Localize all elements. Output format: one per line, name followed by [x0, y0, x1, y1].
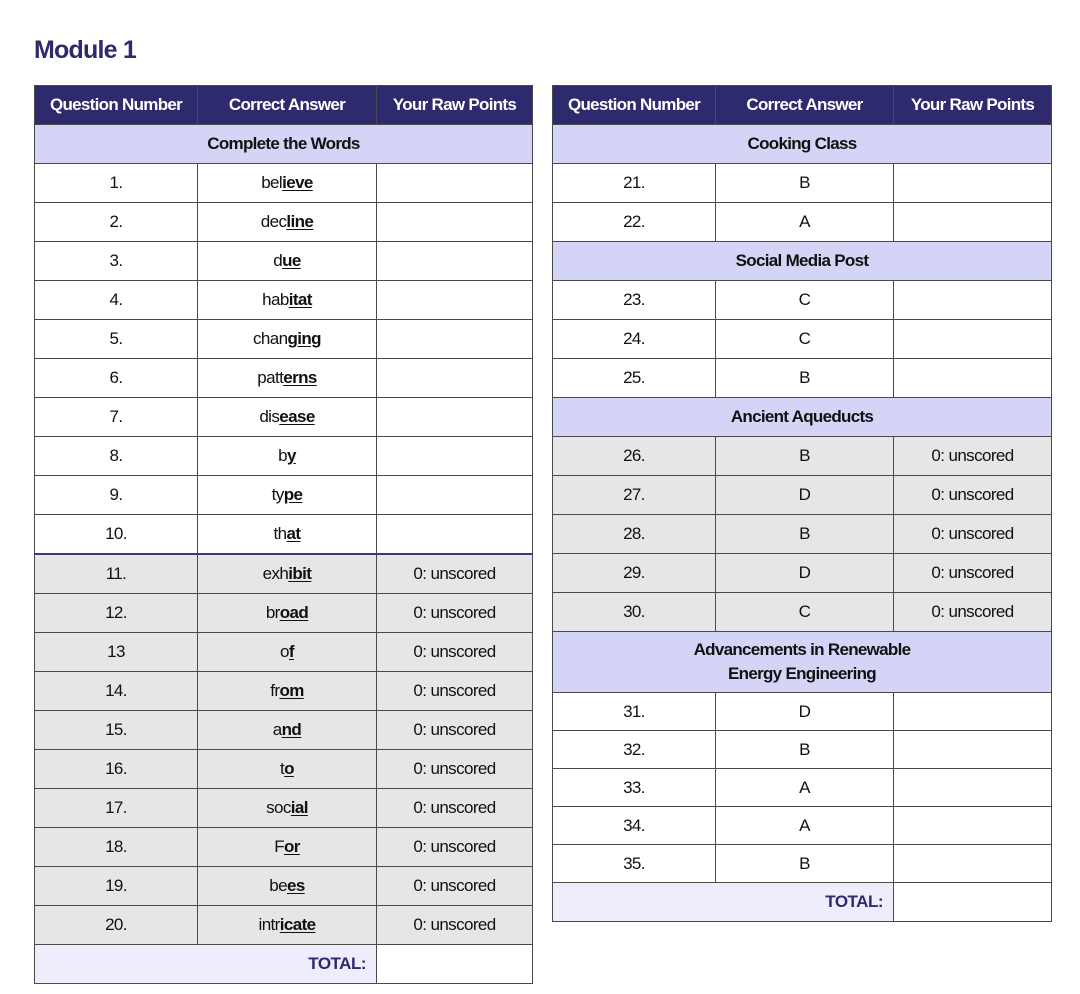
correct-answer	[198, 554, 377, 594]
correct-answer	[198, 672, 377, 711]
correct-answer	[198, 750, 377, 789]
table-row	[553, 515, 1052, 554]
correct-answer: B	[716, 845, 894, 883]
answer-prefix: d	[273, 251, 283, 270]
total-label: TOTAL:	[553, 883, 894, 922]
answer-completion: icate	[279, 915, 316, 934]
raw-points-cell[interactable]	[894, 807, 1052, 845]
raw-points-cell: 0: unscored	[894, 476, 1052, 515]
correct-answer: B	[716, 731, 894, 769]
table-row	[553, 731, 1052, 769]
raw-points-cell[interactable]	[377, 437, 533, 476]
question-number: 32.	[553, 731, 716, 769]
table-row	[553, 693, 1052, 731]
raw-points-cell: 0: unscored	[377, 711, 533, 750]
table-row	[553, 320, 1052, 359]
total-row	[35, 945, 533, 984]
question-number: 35.	[553, 845, 716, 883]
answer-completion: ging	[287, 329, 321, 348]
table-row	[553, 437, 1052, 476]
answer-completion: f	[288, 642, 294, 661]
total-row	[553, 883, 1052, 922]
correct-answer: D	[716, 693, 894, 731]
question-number: 29.	[553, 554, 716, 593]
question-number: 21.	[553, 164, 716, 203]
total-points-cell[interactable]	[894, 883, 1052, 922]
section-title: Cooking Class	[553, 125, 1052, 164]
correct-answer	[198, 203, 377, 242]
table-row	[35, 359, 533, 398]
answer-completion: oad	[279, 603, 309, 622]
correct-answer: D	[716, 554, 894, 593]
correct-answer	[198, 594, 377, 633]
answer-prefix: bel	[261, 173, 283, 192]
section-title-line: Energy Engineering	[728, 664, 876, 683]
correct-answer: C	[716, 281, 894, 320]
question-number: 11.	[35, 554, 198, 594]
raw-points-cell[interactable]	[894, 731, 1052, 769]
question-number: 17.	[35, 789, 198, 828]
table-row	[553, 203, 1052, 242]
table-row	[553, 164, 1052, 203]
section-row	[553, 398, 1052, 437]
table-row	[35, 164, 533, 203]
header-raw-points: Your Raw Points	[377, 86, 533, 125]
table-row	[553, 554, 1052, 593]
table-row	[553, 769, 1052, 807]
raw-points-cell[interactable]	[377, 164, 533, 203]
table-row	[553, 281, 1052, 320]
table-row	[553, 359, 1052, 398]
table-row	[35, 437, 533, 476]
question-number: 22.	[553, 203, 716, 242]
answer-prefix: hab	[262, 290, 289, 309]
question-number: 19.	[35, 867, 198, 906]
header-question-number: Question Number	[553, 86, 716, 125]
table-row	[35, 828, 533, 867]
raw-points-cell[interactable]	[377, 359, 533, 398]
question-number: 18.	[35, 828, 198, 867]
answer-completion: pe	[283, 485, 303, 504]
correct-answer	[198, 515, 377, 555]
raw-points-cell[interactable]	[894, 320, 1052, 359]
question-number: 31.	[553, 693, 716, 731]
raw-points-cell: 0: unscored	[377, 828, 533, 867]
table-row	[35, 867, 533, 906]
section-row	[553, 125, 1052, 164]
raw-points-cell: 0: unscored	[377, 750, 533, 789]
total-points-cell[interactable]	[377, 945, 533, 984]
raw-points-cell: 0: unscored	[894, 437, 1052, 476]
question-number: 34.	[553, 807, 716, 845]
section-title: Complete the Words	[35, 125, 533, 164]
question-number: 23.	[553, 281, 716, 320]
header-row	[35, 86, 533, 125]
raw-points-cell: 0: unscored	[377, 594, 533, 633]
header-row	[553, 86, 1052, 125]
correct-answer	[198, 242, 377, 281]
raw-points-cell[interactable]	[894, 769, 1052, 807]
raw-points-cell[interactable]	[377, 242, 533, 281]
question-number: 20.	[35, 906, 198, 945]
answer-table-right	[552, 85, 1052, 922]
answer-prefix: th	[273, 524, 287, 543]
question-number: 6.	[35, 359, 198, 398]
correct-answer	[198, 633, 377, 672]
correct-answer	[198, 281, 377, 320]
question-number: 13	[35, 633, 198, 672]
answer-completion: line	[286, 212, 314, 231]
question-number: 27.	[553, 476, 716, 515]
raw-points-cell[interactable]	[377, 281, 533, 320]
question-number: 8.	[35, 437, 198, 476]
raw-points-cell: 0: unscored	[894, 593, 1052, 632]
answer-prefix: ty	[271, 485, 284, 504]
raw-points-cell: 0: unscored	[377, 906, 533, 945]
question-number: 30.	[553, 593, 716, 632]
question-number: 16.	[35, 750, 198, 789]
answer-prefix: b	[278, 446, 287, 465]
answer-completion: itat	[288, 290, 312, 309]
section-title: Social Media Post	[553, 242, 1052, 281]
answer-prefix: a	[272, 720, 282, 739]
question-number: 2.	[35, 203, 198, 242]
answer-completion: y	[287, 446, 296, 465]
raw-points-cell: 0: unscored	[377, 789, 533, 828]
answer-prefix: F	[274, 837, 284, 856]
table-row	[35, 672, 533, 711]
answer-completion: ial	[290, 798, 308, 817]
question-number: 9.	[35, 476, 198, 515]
raw-points-cell[interactable]	[894, 203, 1052, 242]
correct-answer: B	[716, 515, 894, 554]
section-title	[553, 632, 1052, 693]
raw-points-cell: 0: unscored	[377, 672, 533, 711]
raw-points-cell[interactable]	[894, 693, 1052, 731]
table-row	[35, 398, 533, 437]
correct-answer	[198, 828, 377, 867]
table-row	[35, 476, 533, 515]
correct-answer	[198, 476, 377, 515]
answer-prefix: exh	[262, 564, 289, 583]
question-number: 33.	[553, 769, 716, 807]
section-row	[553, 242, 1052, 281]
question-number: 15.	[35, 711, 198, 750]
correct-answer	[198, 359, 377, 398]
table-row	[35, 750, 533, 789]
raw-points-cell: 0: unscored	[377, 633, 533, 672]
question-number: 24.	[553, 320, 716, 359]
header-correct-answer: Correct Answer	[716, 86, 894, 125]
raw-points-cell: 0: unscored	[377, 867, 533, 906]
raw-points-cell[interactable]	[377, 398, 533, 437]
answer-completion: nd	[281, 720, 302, 739]
correct-answer: D	[716, 476, 894, 515]
answer-completion: ieve	[282, 173, 313, 192]
correct-answer: B	[716, 164, 894, 203]
raw-points-cell: 0: unscored	[894, 515, 1052, 554]
section-title: Ancient Aqueducts	[553, 398, 1052, 437]
correct-answer: B	[716, 359, 894, 398]
correct-answer	[198, 164, 377, 203]
question-number: 14.	[35, 672, 198, 711]
section-row	[35, 125, 533, 164]
raw-points-cell[interactable]	[377, 515, 533, 555]
table-row	[553, 476, 1052, 515]
answer-completion: at	[286, 524, 301, 543]
correct-answer: C	[716, 593, 894, 632]
table-row	[35, 281, 533, 320]
section-title-line: Advancements in Renewable	[693, 640, 911, 659]
table-row	[35, 789, 533, 828]
answer-prefix: intr	[258, 915, 280, 934]
answer-table-left	[34, 85, 533, 984]
correct-answer	[198, 867, 377, 906]
correct-answer: A	[716, 807, 894, 845]
correct-answer: A	[716, 203, 894, 242]
answer-completion: ease	[279, 407, 315, 426]
answer-prefix: o	[280, 642, 289, 661]
raw-points-cell[interactable]	[894, 164, 1052, 203]
correct-answer: A	[716, 769, 894, 807]
correct-answer: C	[716, 320, 894, 359]
table-row	[553, 593, 1052, 632]
raw-points-cell[interactable]	[894, 359, 1052, 398]
correct-answer	[198, 906, 377, 945]
answer-completion: ue	[282, 251, 301, 270]
answer-prefix: soc	[266, 798, 291, 817]
header-correct-answer: Correct Answer	[198, 86, 377, 125]
total-label: TOTAL:	[35, 945, 377, 984]
table-row	[35, 906, 533, 945]
table-row	[35, 594, 533, 633]
table-row	[35, 633, 533, 672]
raw-points-cell[interactable]	[894, 845, 1052, 883]
question-number: 7.	[35, 398, 198, 437]
question-number: 3.	[35, 242, 198, 281]
raw-points-cell: 0: unscored	[894, 554, 1052, 593]
question-number: 1.	[35, 164, 198, 203]
answer-prefix: chan	[253, 329, 288, 348]
raw-points-cell[interactable]	[894, 281, 1052, 320]
answer-prefix: be	[269, 876, 287, 895]
question-number: 10.	[35, 515, 198, 555]
answer-completion: erns	[283, 368, 317, 387]
correct-answer: B	[716, 437, 894, 476]
question-number: 26.	[553, 437, 716, 476]
correct-answer	[198, 320, 377, 359]
correct-answer	[198, 711, 377, 750]
raw-points-cell[interactable]	[377, 476, 533, 515]
table-row	[553, 845, 1052, 883]
answer-prefix: dis	[259, 407, 280, 426]
answer-prefix: t	[280, 759, 285, 778]
question-number: 5.	[35, 320, 198, 359]
correct-answer	[198, 789, 377, 828]
table-row	[553, 807, 1052, 845]
correct-answer	[198, 398, 377, 437]
table-row	[35, 711, 533, 750]
table-row	[35, 554, 533, 594]
question-number: 4.	[35, 281, 198, 320]
header-raw-points: Your Raw Points	[894, 86, 1052, 125]
answer-completion: or	[283, 837, 300, 856]
raw-points-cell: 0: unscored	[377, 554, 533, 594]
question-number: 25.	[553, 359, 716, 398]
answer-completion: es	[287, 876, 305, 895]
answer-completion: o	[284, 759, 294, 778]
correct-answer	[198, 437, 377, 476]
answer-completion: ibit	[288, 564, 312, 583]
question-number: 28.	[553, 515, 716, 554]
raw-points-cell[interactable]	[377, 203, 533, 242]
section-row	[553, 632, 1052, 693]
answer-prefix: patt	[257, 368, 284, 387]
answer-prefix: dec	[260, 212, 287, 231]
answer-completion: om	[279, 681, 304, 700]
table-row	[35, 242, 533, 281]
header-question-number: Question Number	[35, 86, 198, 125]
table-row	[35, 320, 533, 359]
answer-prefix: br	[265, 603, 280, 622]
table-row	[35, 515, 533, 555]
question-number: 12.	[35, 594, 198, 633]
answer-prefix: fr	[270, 681, 280, 700]
page-title: Module 1	[34, 36, 136, 64]
raw-points-cell[interactable]	[377, 320, 533, 359]
table-row	[35, 203, 533, 242]
